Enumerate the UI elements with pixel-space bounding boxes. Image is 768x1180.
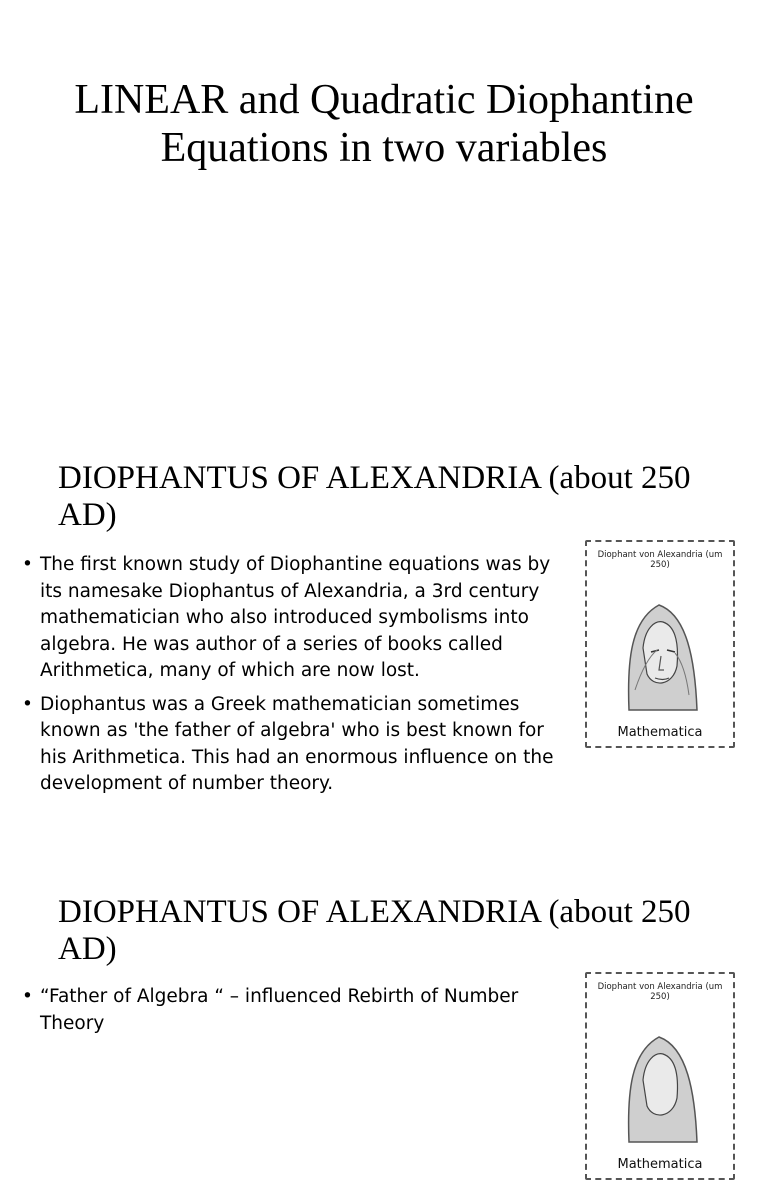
bullet-list [22, 552, 567, 805]
section-heading: DIOPHANTUS OF ALEXANDRIA (about 250 AD) [58, 460, 691, 533]
stamp-caption-bottom: Mathematica [617, 725, 703, 740]
stamp-caption-top: Diophant von Alexandria (um 250) [597, 982, 723, 1002]
stamp-image [585, 972, 735, 1180]
stamp-image [585, 540, 735, 748]
stamp-caption-top: Diophant von Alexandria (um 250) [597, 550, 723, 570]
bullet-list [22, 984, 567, 1044]
bullet-item: • “Father of Algebra “ – influenced Rebirth of Number Theory [22, 984, 567, 1037]
stamp-caption-bottom: Mathematica [617, 1157, 703, 1172]
bullet-item: • Diophantus was a Greek mathematician sometimes known as 'the father of algebra' who is best known for his Arithmetica. This had an enormous influence on the development of number theory. [22, 692, 567, 798]
section-heading: DIOPHANTUS OF ALEXANDRIA (about 250 AD) [58, 894, 691, 967]
portrait-illustration [599, 570, 721, 720]
bullet-item: • The first known study of Diophantine equations was by its namesake Diophantus of Alexandria, a 3rd century mathematician who also introduced symbolisms into algebra. He was author of a series of books called Arithmetica, many of which are now lost. [22, 552, 567, 685]
slide-title: LINEAR and Quadratic Diophantine Equations in two variables [74, 77, 694, 171]
portrait-illustration [599, 1002, 721, 1152]
